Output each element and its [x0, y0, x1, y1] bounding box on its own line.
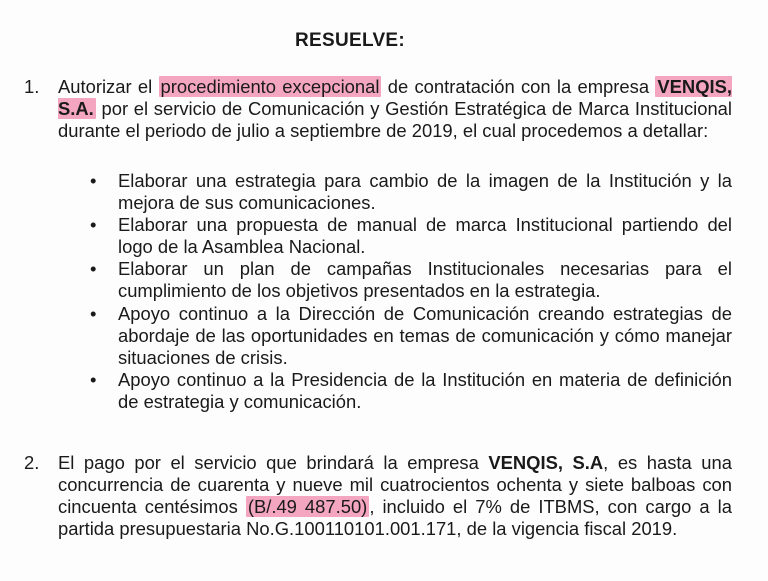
bullet-item — [90, 214, 732, 258]
bullet-icon: • — [90, 303, 97, 324]
bullet-text: Apoyo continuo a la Presidencia de la Institución en materia de definición de estrategia y comunicación. — [118, 369, 732, 412]
item-number: 1. — [24, 76, 40, 97]
bullet-item — [90, 258, 732, 303]
item-number: 2. — [24, 452, 40, 473]
bullet-item — [90, 303, 732, 369]
bullet-icon: • — [90, 214, 97, 235]
item1-text-service: por el servicio de Comunicación y Gestión Estratégica de Marca Institucional durante el periodo de julio a septiembre de 2019, el cual procedemos a detallar: — [58, 98, 732, 141]
item1-text-contract: de contratación con la empresa — [381, 76, 650, 97]
resolution-item-2 — [24, 452, 732, 540]
bullet-item — [90, 369, 732, 413]
item2-text-budget: , incluido el 7% de ITBMS, con cargo a la partida presupuestaria No.G.100110101.001.171, de la vigencia fiscal 2019. — [58, 496, 732, 539]
item2-text-intro: El pago por el servicio que brindará la empresa — [58, 452, 489, 473]
service-bullet-list — [90, 170, 732, 413]
item1-text-intro: Autorizar el — [58, 76, 159, 97]
bullet-text: Elaborar una estrategia para cambio de la imagen de la Institución y la mejora de sus comunicaciones. — [118, 170, 732, 213]
resolution-item-1 — [24, 76, 732, 142]
amount-highlighted: (B/.49 487.50) — [247, 496, 368, 517]
item2-text-amount: , es hasta una concurrencia de cuarenta y nueve mil cuatrocientos ochenta y siete balboas con cincuenta centésimos — [58, 452, 732, 517]
bullet-text: Apoyo continuo a la Dirección de Comunicación creando estrategias de abordaje de las oportunidades en temas de comunicación y cómo manejar situaciones de crisis. — [118, 303, 732, 368]
bullet-icon: • — [90, 369, 97, 390]
bullet-icon: • — [90, 170, 97, 191]
highlighted-phrase: procedimiento excepcional — [160, 76, 380, 97]
bullet-text: Elaborar un plan de campañas Institucionales necesarias para el cumplimiento de los objetivos presentados en la estrategia. — [118, 258, 732, 301]
resolution-heading: RESUELVE: — [294, 30, 406, 51]
bullet-icon: • — [90, 258, 97, 279]
company-name-highlighted: VENQIS, S.A. — [58, 76, 732, 119]
company-name: VENQIS, S.A — [488, 452, 604, 473]
bullet-text: Elaborar una propuesta de manual de marca Institucional partiendo del logo de la Asamblea Nacional. — [118, 214, 732, 257]
bullet-item — [90, 170, 732, 214]
